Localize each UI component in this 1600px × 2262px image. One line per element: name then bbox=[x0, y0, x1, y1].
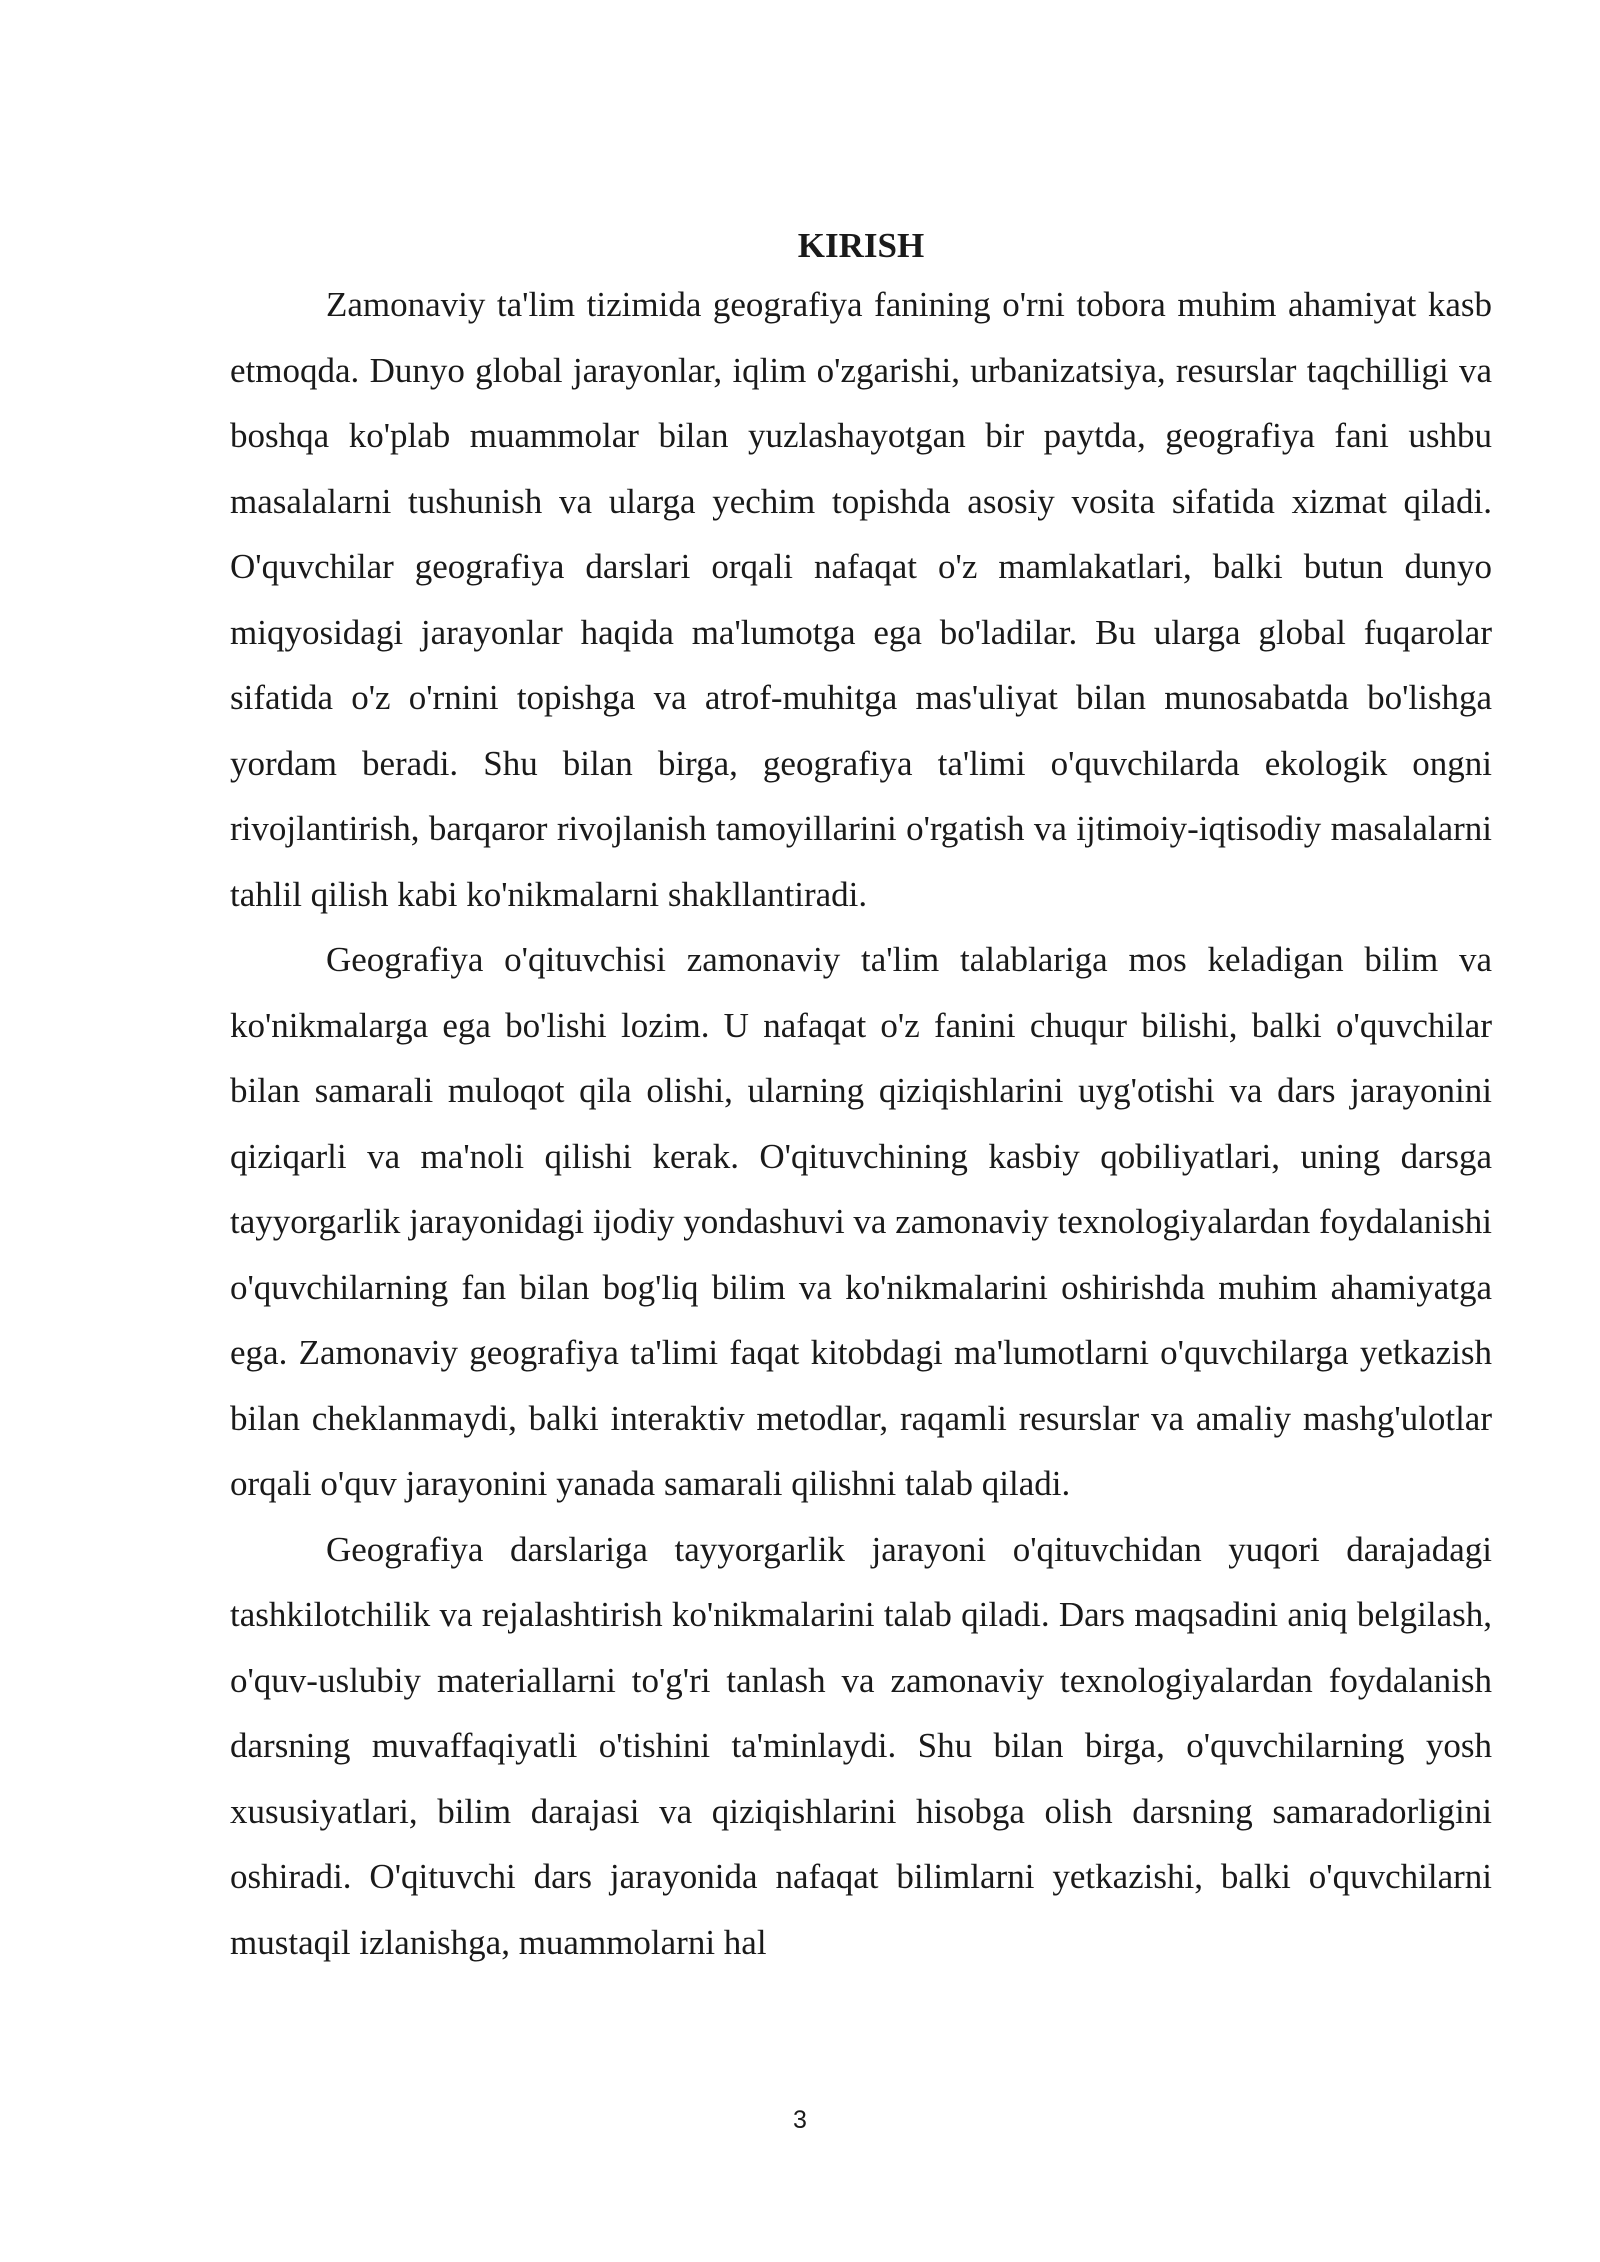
paragraph-3: Geografiya darslariga tayyorgarlik jarayoni o'qituvchidan yuqori darajadagi tashkilotchilik va rejalashtirish ko'nikmalarini talab qiladi. Dars maqsadini aniq belgilash, o'quv-uslubiy materiallarni to'g'ri tanlash va zamonaviy texnologiyalardan foydalanish darsning muvaffaqiyatli o'tishini ta'minlaydi. Shu bilan birga, o'quvchilarning yosh xususiyatlari, bilim darajasi va qiziqishlarini hisobga olish darsning samaradorligini oshiradi. O'qituvchi dars jarayonida nafaqat bilimlarni yetkazishi, balki o'quvchilarni mustaqil izlanishga, muammolarni hal bbox=[230, 1529, 1492, 1962]
section-title: KIRISH bbox=[797, 226, 925, 265]
page-content bbox=[230, 220, 1492, 1975]
paragraph-2: Geografiya o'qituvchisi zamonaviy ta'lim talablariga mos keladigan bilim va ko'nikmalarga ega bo'lishi lozim. U nafaqat o'z fanini chuqur bilishi, balki o'quvchilar bilan samarali muloqot qila olishi, ularning qiziqishlarini uyg'otishi va dars jarayonini qiziqarli va ma'noli qilishi kerak. O'qituvchining kasbiy qobiliyatlari, uning darsga tayyorgarlik jarayonidagi ijodiy yondashuvi va zamonaviy texnologiyalardan foydalanishi o'quvchilarning fan bilan bog'liq bilim va ko'nikmalarini oshirishda muhim ahamiyatga ega. Zamonaviy geografiya ta'limi faqat kitobdagi ma'lumotlarni o'quvchilarga yetkazish bilan cheklanmaydi, balki interaktiv metodlar, raqamli resurslar va amaliy mashg'ulotlar orqali o'quv jarayonini yanada samarali qilishni talab qiladi. bbox=[230, 940, 1492, 1503]
page-number: 3 bbox=[793, 2106, 807, 2134]
paragraph-1: Zamonaviy ta'lim tizimida geografiya fanining o'rni tobora muhim ahamiyat kasb etmoqda. Dunyo global jarayonlar, iqlim o'zgarishi, urbanizatsiya, resurslar taqchilligi va boshqa ko'plab muammolar bilan yuzlashayotgan bir paytda, geografiya fani ushbu masalalarni tushunish va ularga yechim topishda asosiy vosita sifatida xizmat qiladi. O'quvchilar geografiya darslari orqali nafaqat o'z mamlakatlari, balki butun dunyo miqyosidagi jarayonlar haqida ma'lumotga ega bo'ladilar. Bu ularga global fuqarolar sifatida o'z o'rnini topishga va atrof-muhitga mas'uliyat bilan munosabatda bo'lishga yordam beradi. Shu bilan birga, geografiya ta'limi o'quvchilarda ekologik ongni rivojlantirish, barqaror rivojlanish tamoyillarini o'rgatish va ijtimoiy-iqtisodiy masalalarni tahlil qilish kabi ko'nikmalarni shakllantiradi. bbox=[230, 285, 1492, 914]
